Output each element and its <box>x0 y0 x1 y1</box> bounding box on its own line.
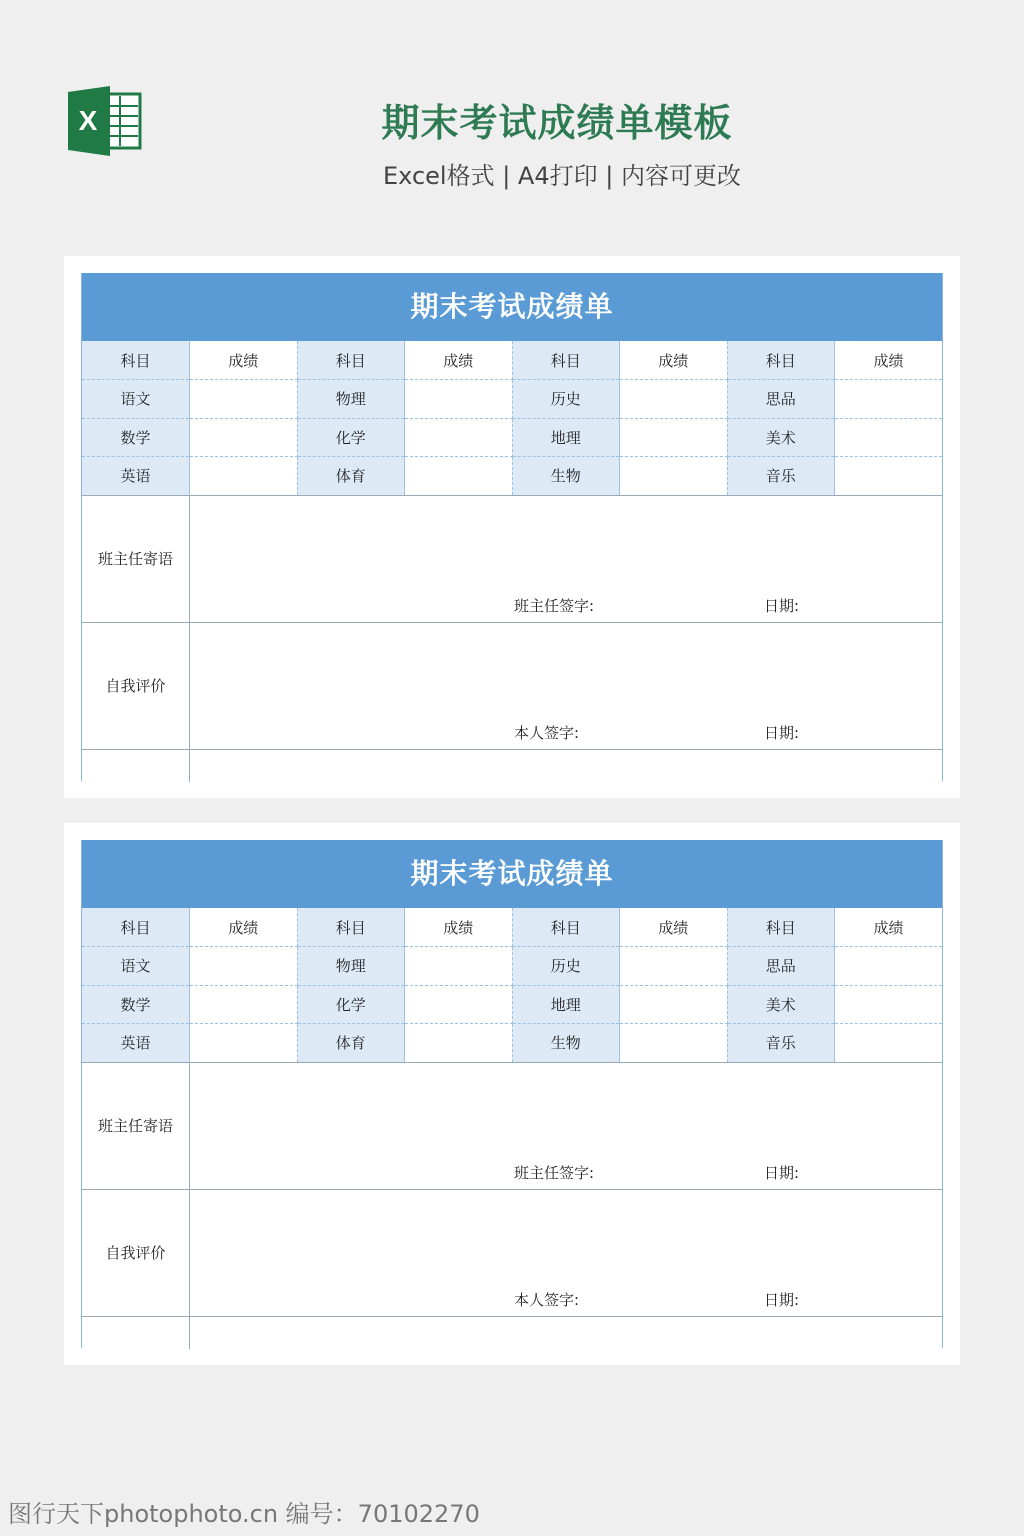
subject-header: 科目 <box>512 908 620 947</box>
subject-cell: 化学 <box>297 418 405 457</box>
watermark: 图行天下photophoto.cn 编号：70102270 <box>8 1500 480 1528</box>
blank-cell[interactable] <box>82 750 190 782</box>
subject-header: 科目 <box>297 341 405 380</box>
score-table <box>82 908 942 1063</box>
score-cell[interactable] <box>835 947 943 986</box>
subject-cell: 物理 <box>297 380 405 419</box>
blank-cell[interactable] <box>190 750 942 782</box>
table-row <box>82 418 942 457</box>
score-table <box>82 341 942 496</box>
score-cell[interactable] <box>835 985 943 1024</box>
subject-cell: 音乐 <box>727 1024 835 1063</box>
score-cell[interactable] <box>835 380 943 419</box>
subject-cell: 思品 <box>727 380 835 419</box>
self-eval-field[interactable] <box>190 623 942 749</box>
score-header: 成绩 <box>620 908 728 947</box>
subject-cell: 地理 <box>512 985 620 1024</box>
teacher-sign-label: 班主任签字: <box>514 1163 595 1182</box>
score-cell[interactable] <box>190 985 298 1024</box>
self-eval-field[interactable] <box>190 1190 942 1316</box>
table-row <box>82 1024 942 1063</box>
score-cell[interactable] <box>190 947 298 986</box>
subject-cell: 美术 <box>727 985 835 1024</box>
score-cell[interactable] <box>620 1024 728 1063</box>
score-header: 成绩 <box>835 341 943 380</box>
self-eval-row <box>82 1190 942 1317</box>
table-row <box>82 947 942 986</box>
page-subtitle: Excel格式 | A4打印 | 内容可更改 <box>383 162 741 190</box>
teacher-remark-row <box>82 1063 942 1190</box>
excel-icon-letter: X <box>78 105 98 136</box>
score-sheet <box>81 273 943 781</box>
table-header-row <box>82 341 942 380</box>
table-row <box>82 985 942 1024</box>
blank-cell[interactable] <box>82 1317 190 1349</box>
self-date-label: 日期: <box>764 723 800 742</box>
subject-header: 科目 <box>512 341 620 380</box>
score-cell[interactable] <box>620 418 728 457</box>
subject-cell: 美术 <box>727 418 835 457</box>
subject-cell: 物理 <box>297 947 405 986</box>
subject-cell: 音乐 <box>727 457 835 496</box>
report-card-2 <box>64 823 960 1365</box>
subject-header: 科目 <box>82 908 190 947</box>
score-sheet <box>81 840 943 1348</box>
subject-cell: 思品 <box>727 947 835 986</box>
subject-cell: 语文 <box>82 947 190 986</box>
teacher-remark-label: 班主任寄语 <box>82 496 190 622</box>
score-cell[interactable] <box>620 380 728 419</box>
subject-cell: 地理 <box>512 418 620 457</box>
score-cell[interactable] <box>190 457 298 496</box>
score-cell[interactable] <box>835 457 943 496</box>
subject-cell: 英语 <box>82 1024 190 1063</box>
score-cell[interactable] <box>405 457 513 496</box>
self-sign-label: 本人签字: <box>514 723 580 742</box>
subject-cell: 语文 <box>82 380 190 419</box>
score-cell[interactable] <box>405 1024 513 1063</box>
subject-cell: 体育 <box>297 1024 405 1063</box>
subject-cell: 历史 <box>512 380 620 419</box>
score-cell[interactable] <box>620 457 728 496</box>
subject-cell: 历史 <box>512 947 620 986</box>
subject-header: 科目 <box>727 341 835 380</box>
subject-cell: 数学 <box>82 985 190 1024</box>
teacher-date-label: 日期: <box>764 596 800 615</box>
sheet-header: 期末考试成绩单 <box>82 840 942 908</box>
score-cell[interactable] <box>190 380 298 419</box>
subject-header: 科目 <box>82 341 190 380</box>
blank-row <box>82 750 942 782</box>
teacher-sign-label: 班主任签字: <box>514 596 595 615</box>
subject-cell: 英语 <box>82 457 190 496</box>
score-header: 成绩 <box>620 341 728 380</box>
self-eval-row <box>82 623 942 750</box>
self-eval-label: 自我评价 <box>82 623 190 749</box>
self-sign-label: 本人签字: <box>514 1290 580 1309</box>
report-card-1 <box>64 256 960 798</box>
self-eval-label: 自我评价 <box>82 1190 190 1316</box>
score-cell[interactable] <box>190 418 298 457</box>
score-cell[interactable] <box>835 1024 943 1063</box>
self-date-label: 日期: <box>764 1290 800 1309</box>
subject-cell: 体育 <box>297 457 405 496</box>
subject-cell: 数学 <box>82 418 190 457</box>
teacher-remark-field[interactable] <box>190 496 942 622</box>
score-cell[interactable] <box>405 985 513 1024</box>
score-cell[interactable] <box>405 947 513 986</box>
score-cell[interactable] <box>835 418 943 457</box>
subject-cell: 生物 <box>512 457 620 496</box>
score-header: 成绩 <box>190 341 298 380</box>
page-title: 期末考试成绩单模板 <box>381 101 733 145</box>
score-cell[interactable] <box>620 985 728 1024</box>
teacher-remark-field[interactable] <box>190 1063 942 1189</box>
subject-header: 科目 <box>727 908 835 947</box>
teacher-remark-row <box>82 496 942 623</box>
teacher-date-label: 日期: <box>764 1163 800 1182</box>
score-cell[interactable] <box>190 1024 298 1063</box>
table-row <box>82 380 942 419</box>
teacher-remark-label: 班主任寄语 <box>82 1063 190 1189</box>
table-row <box>82 457 942 496</box>
subject-header: 科目 <box>297 908 405 947</box>
score-header: 成绩 <box>190 908 298 947</box>
table-header-row <box>82 908 942 947</box>
subject-cell: 化学 <box>297 985 405 1024</box>
score-cell[interactable] <box>405 418 513 457</box>
subject-cell: 生物 <box>512 1024 620 1063</box>
score-header: 成绩 <box>835 908 943 947</box>
score-cell[interactable] <box>620 947 728 986</box>
score-header: 成绩 <box>405 908 513 947</box>
blank-row <box>82 1317 942 1349</box>
blank-cell[interactable] <box>190 1317 942 1349</box>
score-header: 成绩 <box>405 341 513 380</box>
sheet-header: 期末考试成绩单 <box>82 273 942 341</box>
score-cell[interactable] <box>405 380 513 419</box>
